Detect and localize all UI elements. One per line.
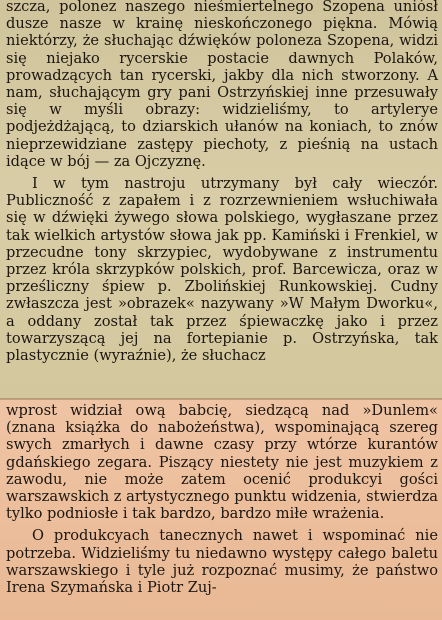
article-column-top <box>6 0 438 364</box>
paragraph-dance: O produkcyach tanecznych nawet i wspominać nie potrzeba. Widzieliśmy tu niedawno występy całego baletu warszawskiego i tyle już rozpoznać musimy, że państwo Irena Szymańska i Piotr Zuj- <box>6 527 438 597</box>
newspaper-clipping-bottom <box>0 399 442 620</box>
paragraph-evening: I w tym nastroju utrzymany był cały wieczór. Publiczność z zapałem i z rozrzewnieniem wsłuchiwała się w dźwięki żywego słowa polskiego, wygłaszane przez tak wielkich artystów słowa jak pp. Kamiński i Frenkiel, w przecudne tony skrzypiec, wydobywane z instrumentu przez króla skrzypków polskich, prof. Barcewicza, oraz w prześliczny śpiew p. Zbolińskiej Runkowskiej. Cudny zwłaszcza jest »obrazek« nazywany »W Małym Dworku«, a oddany został tak przez śpiewaczkę jako i przez towarzyszącą jej na fortepianie p. Ostrzyńska, tak plastycznie (wyraźnie), że słuchacz <box>6 175 438 365</box>
clipping-seam <box>0 398 442 400</box>
paragraph-polonez: szcza, polonez naszego nieśmiertelnego Szopena uniósł dusze nasze w krainę nieskończonego piękna. Mówią niektórzy, że słuchając dźwięków poloneza Szopena, widzi się niejako rycerskie postacie dawnych Polaków, prowadzących tan rycerski, jakby dla nich stworzony. A nam, słuchającym gry pani Ostrzyńskiej inne przesuwały się w myśli obrazy: widzieliśmy, to artylerye podjeżdżającą, to dziarskich ułanów na koniach, to znów nieprzewidziane zastępy piechoty, z pieśnią na ustach idące w bój — za Ojczyznę. <box>6 0 438 170</box>
paragraph-babcia: wprost widział ową babcię, siedzącą nad »Dunlem« (znana książka do nabożeństwa), wspominającą szereg swych zmarłych i dawne czasy przy wtórze kurantów gdańskiego zegara. Piszący niestety nie jest muzykiem z zawodu, nie może zatem ocenić produkcyi gości warszawskich z artystycznego punktu widzenia, stwierdza tylko podniosłe i tak bardzo, bardzo miłe wrażenia. <box>6 402 438 523</box>
article-column-bottom <box>6 402 438 596</box>
